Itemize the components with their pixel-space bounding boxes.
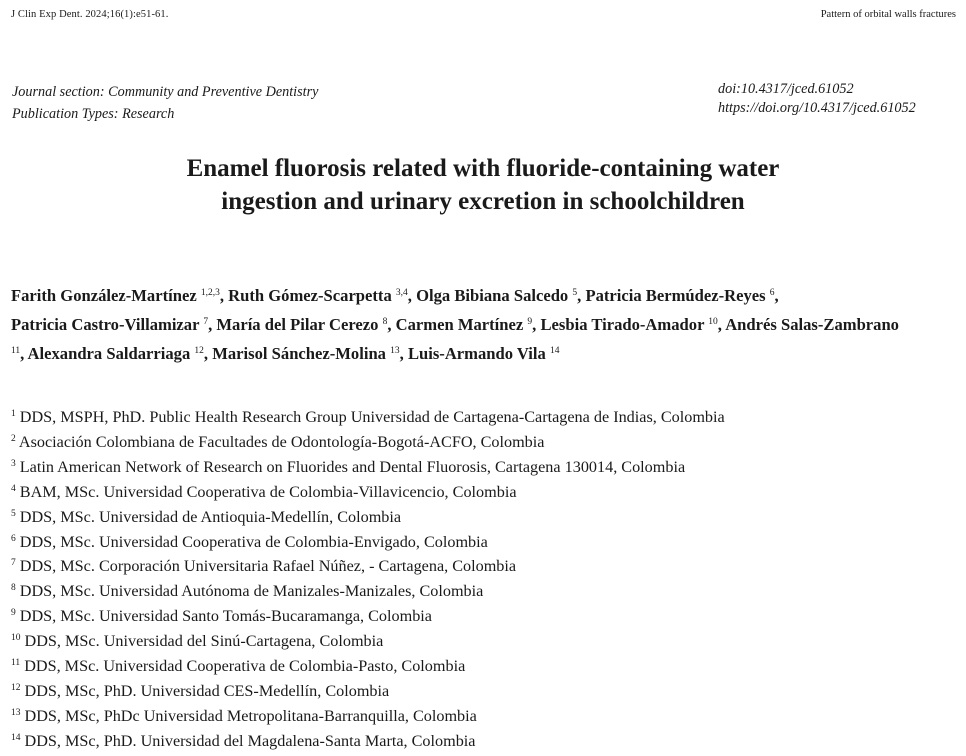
affiliation-item bbox=[11, 482, 725, 507]
author-name: Ruth Gómez-Scarpetta bbox=[228, 286, 392, 305]
affiliation-number: 7 bbox=[11, 558, 16, 569]
affiliation-number: 12 bbox=[11, 682, 21, 693]
author-affiliation-ref: 12 bbox=[194, 346, 204, 356]
affiliation-list bbox=[11, 407, 725, 756]
author-name: Marisol Sánchez-Molina bbox=[212, 344, 386, 363]
affiliation-item bbox=[11, 681, 725, 706]
article-meta bbox=[12, 81, 318, 125]
doi-block bbox=[718, 80, 916, 118]
author-affiliation-ref: 1,2,3 bbox=[200, 288, 220, 298]
author-name: Luis-Armando Vila bbox=[407, 344, 546, 363]
running-title: Pattern of orbital walls fractures bbox=[820, 9, 956, 20]
journal-section: Journal section: Community and Preventive Dentistry bbox=[12, 84, 319, 100]
author-line: $^{11}$, Alexandra Saldarriaga $^{12}$, Marisol Sánchez-Molina $^{13}$, Luis-Armando Vila $^{14}$ bbox=[11, 344, 560, 363]
author-name: Andrés Salas-Zambrano bbox=[725, 315, 899, 334]
affiliation-number: 13 bbox=[11, 707, 21, 718]
author-line: Patricia Castro-Villamizar $^7$, María del Pilar Cerezo $^8$, Carmen Martínez $^9$, Lesbia Tirado-Amador $^{10}$, Andrés Salas-Zambrano bbox=[11, 315, 899, 334]
affiliation-number: 1 bbox=[11, 409, 16, 419]
affiliation-text: DDS, MSc, PhD. Universidad CES-Medellín, Colombia bbox=[24, 681, 390, 700]
author-affiliation-ref: 9 bbox=[527, 317, 533, 327]
affiliation-text: BAM, MSc. Universidad Cooperativa de Colombia-Villavicencio, Colombia bbox=[19, 482, 517, 501]
affiliation-text: Asociación Colombiana de Facultades de Odontología-Bogotá-ACFO, Colombia bbox=[18, 432, 545, 451]
affiliation-number: 3 bbox=[11, 458, 16, 469]
author-name: María del Pilar Cerezo bbox=[216, 315, 379, 334]
affiliation-number: 14 bbox=[11, 732, 21, 743]
affiliation-item bbox=[11, 706, 725, 731]
affiliation-number: 11 bbox=[11, 658, 21, 669]
affiliation-item bbox=[11, 407, 725, 432]
author-name: Olga Bibiana Salcedo bbox=[416, 286, 569, 305]
affiliation-number: 5 bbox=[11, 508, 16, 519]
author-name: Patricia Castro-Villamizar bbox=[11, 315, 200, 334]
affiliation-text: DDS, MSc. Universidad Santo Tomás-Bucaramanga, Colombia bbox=[19, 607, 432, 626]
affiliation-text: DDS, MSPH, PhD. Public Health Research Group Universidad de Cartagena-Cartagena de Indias, Colombia bbox=[19, 408, 725, 426]
journal-citation: J Clin Exp Dent. 2024;16(1):e51-61. bbox=[11, 9, 169, 20]
author-affiliation-ref: 7 bbox=[203, 317, 209, 327]
affiliation-text: DDS, MSc. Universidad de Antioquia-Medellín, Colombia bbox=[19, 507, 402, 526]
affiliation-item bbox=[11, 731, 725, 756]
affiliation-number: 9 bbox=[11, 608, 16, 619]
affiliation-text: DDS, MSc. Universidad Autónoma de Manizales-Manizales, Colombia bbox=[19, 582, 484, 601]
author-affiliation-ref: 3,4 bbox=[395, 288, 408, 298]
doi: doi:10.4317/jced.61052 bbox=[718, 81, 854, 97]
author-name: Lesbia Tirado-Amador bbox=[540, 315, 705, 334]
publication-types: Publication Types: Research bbox=[12, 106, 175, 122]
author-name: Alexandra Saldarriaga bbox=[27, 344, 191, 363]
author-name: Farith González-Martínez bbox=[11, 286, 197, 305]
author-list bbox=[11, 283, 961, 370]
author-affiliation-ref: 10 bbox=[708, 317, 718, 327]
author-affiliation-ref: 8 bbox=[382, 317, 388, 327]
affiliation-item bbox=[11, 556, 725, 581]
affiliation-item bbox=[11, 507, 725, 532]
author-name: Carmen Martínez bbox=[395, 315, 524, 334]
affiliation-item bbox=[11, 631, 725, 656]
affiliation-item bbox=[11, 581, 725, 606]
affiliation-text: DDS, MSc. Universidad Cooperativa de Colombia-Pasto, Colombia bbox=[24, 657, 466, 676]
affiliation-text: DDS, MSc, PhD. Universidad del Magdalena-Santa Marta, Colombia bbox=[24, 731, 476, 750]
affiliation-number: 6 bbox=[11, 533, 16, 544]
affiliation-item bbox=[11, 656, 725, 681]
affiliation-item bbox=[11, 606, 725, 631]
affiliation-text: DDS, MSc. Corporación Universitaria Rafael Núñez, - Cartagena, Colombia bbox=[19, 557, 517, 576]
affiliation-text: DDS, MSc. Universidad Cooperativa de Colombia-Envigado, Colombia bbox=[19, 532, 488, 551]
article-title-line-2: ingestion and urinary excretion in schoolchildren bbox=[221, 188, 745, 215]
doi-link[interactable]: https://doi.org/10.4317/jced.61052 bbox=[718, 100, 916, 116]
affiliation-number: 10 bbox=[11, 633, 21, 644]
author-affiliation-ref: 14 bbox=[549, 346, 560, 356]
affiliation-text: DDS, MSc, PhDc Universidad Metropolitana-Barranquilla, Colombia bbox=[24, 706, 477, 725]
affiliation-item bbox=[11, 532, 725, 557]
affiliation-item bbox=[11, 457, 725, 482]
affiliation-text: DDS, MSc. Universidad del Sinú-Cartagena, Colombia bbox=[24, 632, 384, 651]
author-line: Farith González-Martínez $^{1,2,3}$, Ruth Gómez-Scarpetta $^{3,4}$, Olga Bibiana Salcedo $^5$, Patricia Bermúdez-Reyes $^6$, bbox=[11, 286, 779, 305]
affiliation-number: 8 bbox=[11, 583, 16, 594]
author-affiliation-ref: 6 bbox=[769, 288, 775, 298]
author-affiliation-ref: 5 bbox=[572, 288, 578, 298]
affiliation-number: 4 bbox=[11, 483, 16, 494]
affiliation-number: 2 bbox=[11, 433, 16, 444]
author-name: Patricia Bermúdez-Reyes bbox=[585, 286, 766, 305]
article-title bbox=[0, 152, 966, 218]
author-affiliation-ref: 13 bbox=[390, 346, 400, 356]
author-affiliation-ref: 11 bbox=[11, 346, 21, 356]
article-title-line-1: Enamel fluorosis related with fluoride-containing water bbox=[186, 155, 780, 182]
affiliation-text: Latin American Network of Research on Fluorides and Dental Fluorosis, Cartagena 130014, Colombia bbox=[19, 457, 686, 476]
affiliation-item bbox=[11, 432, 725, 457]
